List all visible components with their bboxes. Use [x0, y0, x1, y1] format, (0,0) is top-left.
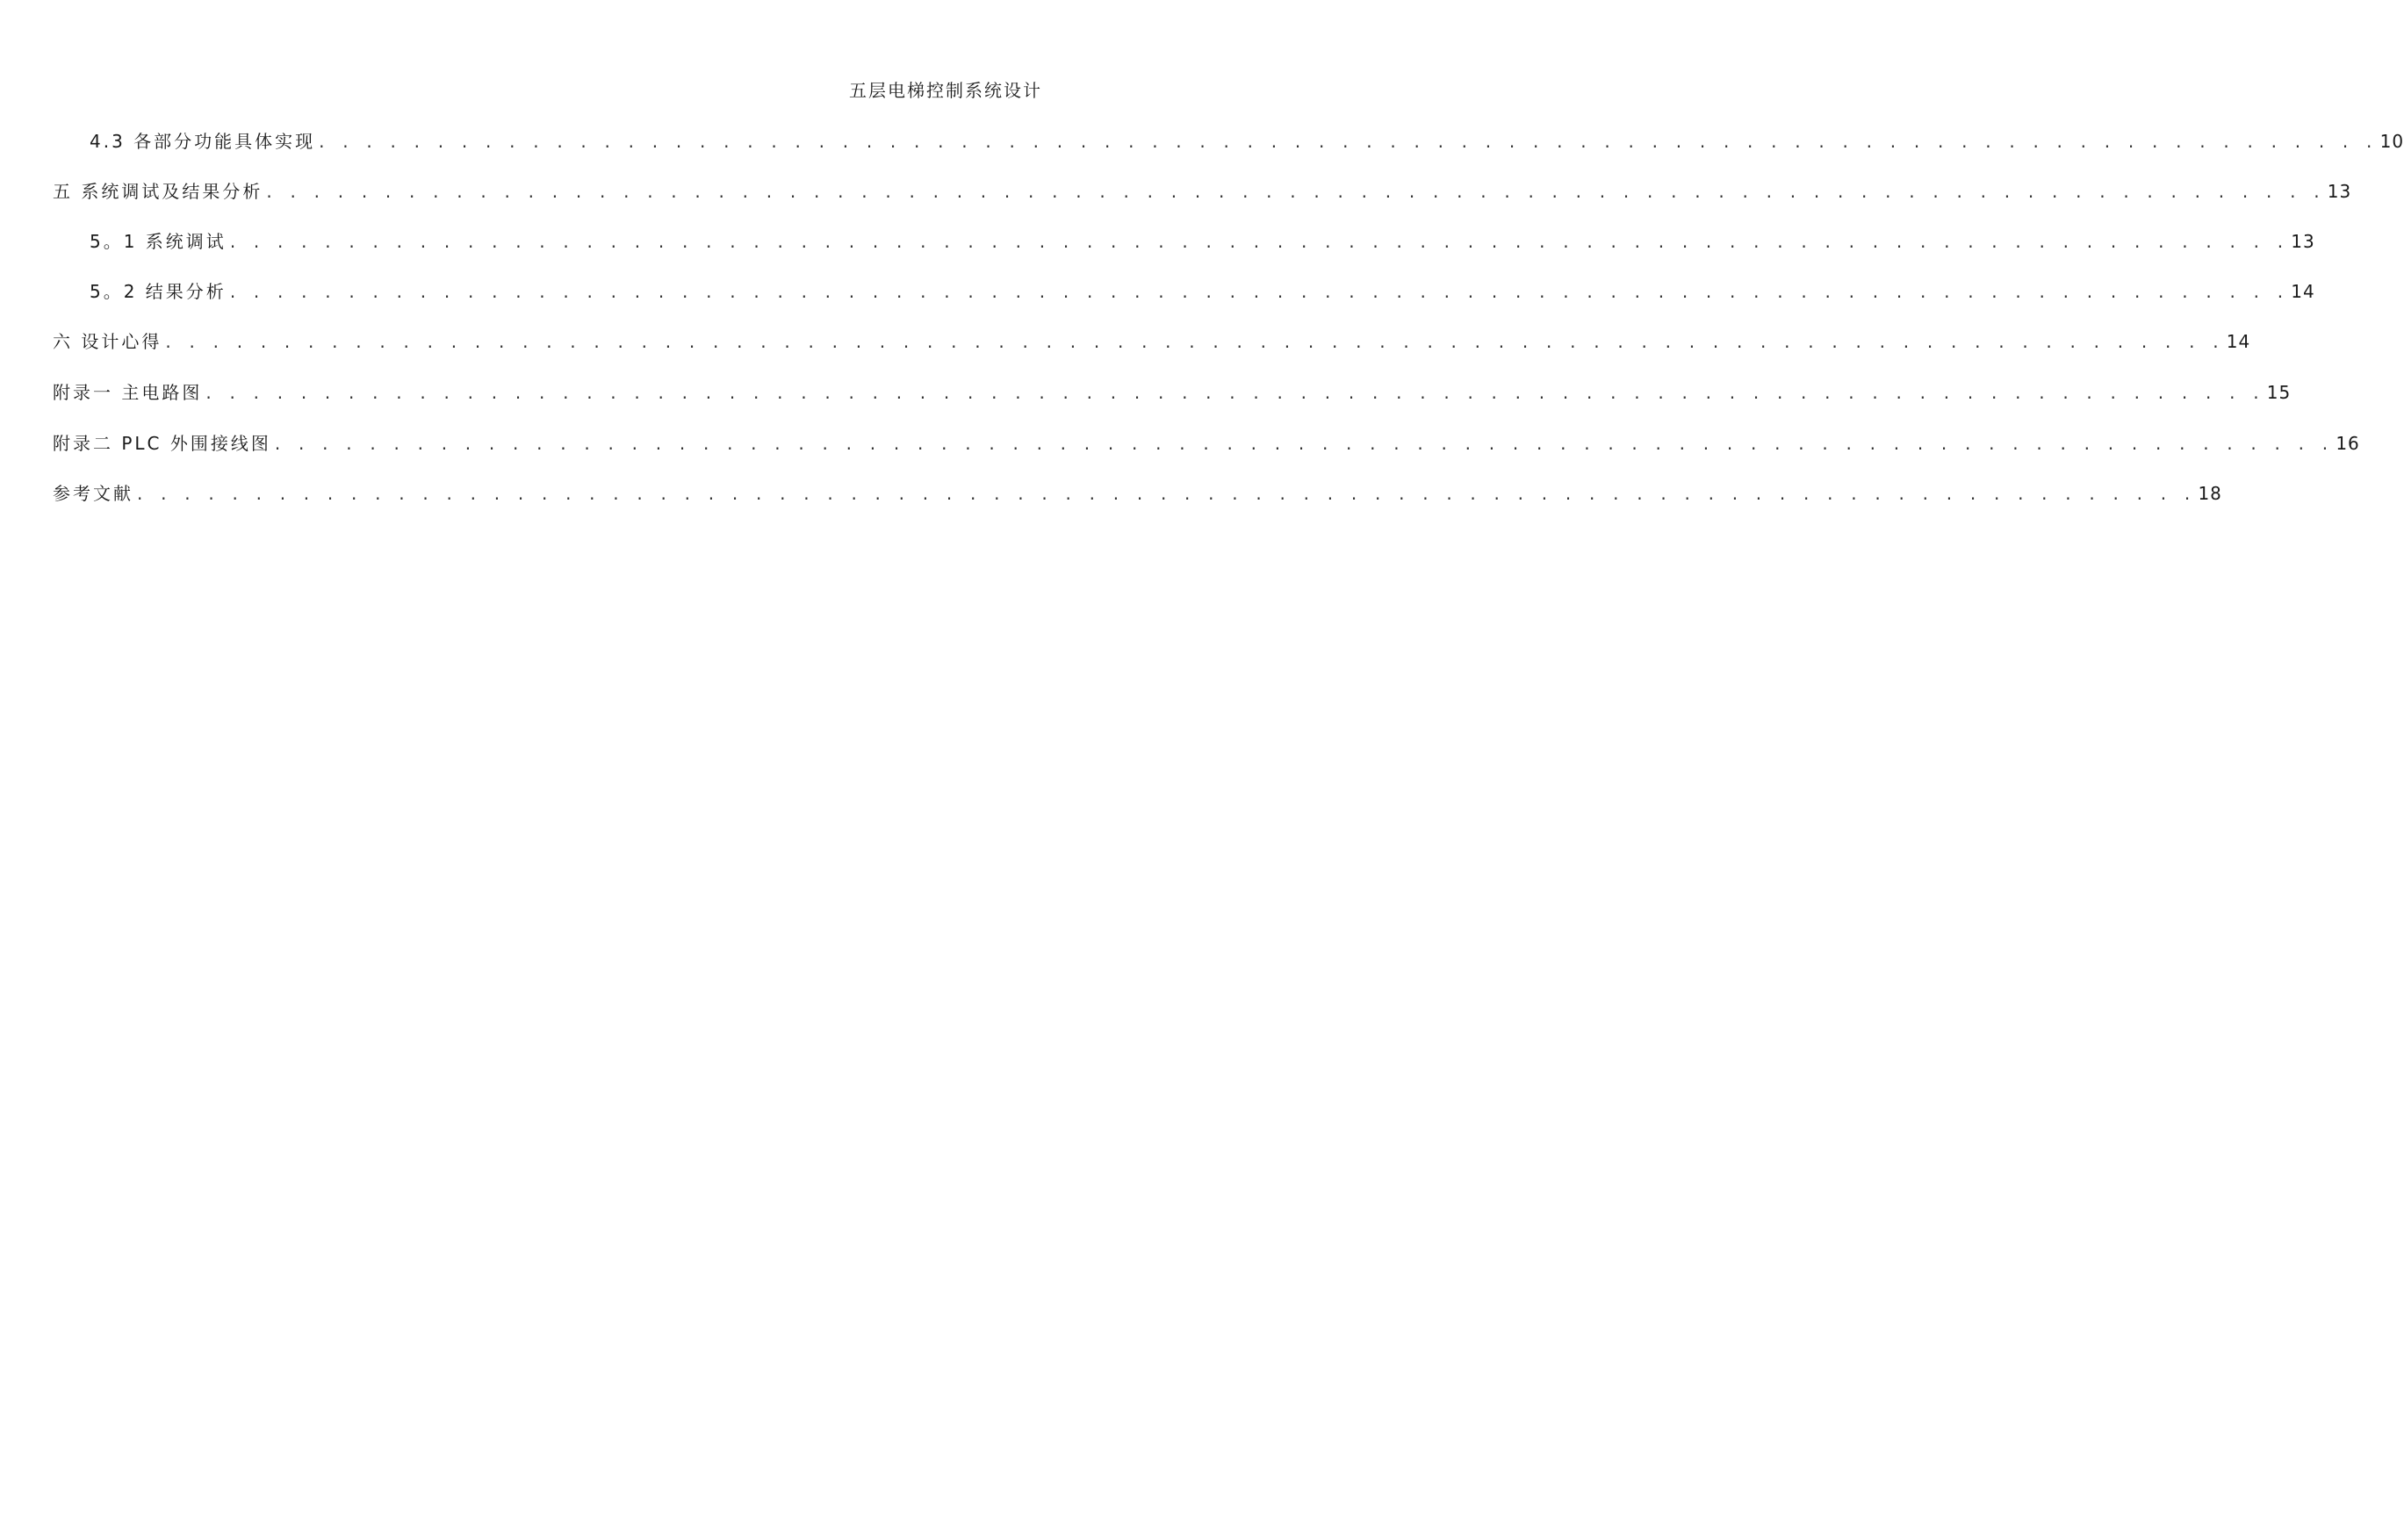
toc-page-number: 14 [2226, 331, 2251, 352]
toc-page-number: 13 [2327, 181, 2352, 202]
toc-entry[interactable] [53, 430, 2360, 457]
toc-page-number: 13 [2291, 231, 2315, 252]
toc-page-number: 16 [2336, 433, 2360, 454]
toc-dot-leader: . . . . . . . . . . . . . . . . . . . . . . . . . . . . . . . . . . . . . . . . . . . . . . . . . . . . . . . . . . . . . . . . . . . . . . . . . . . . . . . . . . . . . . . [229, 281, 2290, 302]
toc-entry-title: 附录二 PLC 外围接线图 [53, 433, 271, 454]
toc-entry[interactable] [90, 278, 2315, 305]
toc-entry[interactable] [53, 480, 2222, 507]
toc-entry-title: 六 设计心得 [53, 331, 162, 352]
toc-dot-leader: . . . . . . . . . . . . . . . . . . . . . . . . . . . . . . . . . . . . . . . . . . . . . . . . . . . . . . . . . . . . . . . . . . . . . . . . . . . . . . . . . . . . . . . [319, 131, 2379, 152]
toc-dot-leader: . . . . . . . . . . . . . . . . . . . . . . . . . . . . . . . . . . . . . . . . . . . . . . . . . . . . . . . . . . . . . . . . . . . . . . . . . . . . . . . . . . . . . . . [266, 181, 2326, 202]
toc-dot-leader: . . . . . . . . . . . . . . . . . . . . . . . . . . . . . . . . . . . . . . . . . . . . . . . . . . . . . . . . . . . . . . . . . . . . . . . . . . . . . . . . . . . . . . . [274, 433, 2335, 454]
toc-entry[interactable] [53, 178, 2352, 205]
toc-entry[interactable] [53, 379, 2292, 406]
toc-entry-title: 参考文献 [53, 483, 133, 504]
toc-page-number: 14 [2291, 281, 2315, 302]
toc-entry[interactable] [90, 128, 2404, 155]
toc-entry-title: 附录一 主电路图 [53, 382, 203, 403]
toc-entry[interactable] [90, 228, 2315, 255]
toc-dot-leader: . . . . . . . . . . . . . . . . . . . . . . . . . . . . . . . . . . . . . . . . . . . . . . . . . . . . . . . . . . . . . . . . . . . . . . . . . . . . . . . . . . . . . . . [229, 231, 2290, 252]
toc-page-number: 10 [2379, 131, 2404, 152]
toc-entry-title: 5。1 系统调试 [90, 231, 227, 252]
running-header: 五层电梯控制系统设计 [849, 80, 1042, 101]
toc-entry-title: 5。2 结果分析 [90, 281, 227, 302]
toc-entry-title: 五 系统调试及结果分析 [53, 181, 263, 202]
toc-page-number: 15 [2266, 382, 2292, 403]
toc-page-number: 18 [2198, 483, 2222, 504]
toc-dot-leader: . . . . . . . . . . . . . . . . . . . . . . . . . . . . . . . . . . . . . . . . . . . . . . . . . . . . . . . . . . . . . . . . . . . . . . . . . . . . . . . . . . . . . . . [165, 331, 2225, 352]
toc-entry[interactable] [53, 328, 2251, 355]
toc-entry-title: 4.3 各部分功能具体实现 [90, 131, 316, 152]
toc-dot-leader: . . . . . . . . . . . . . . . . . . . . . . . . . . . . . . . . . . . . . . . . . . . . . . . . . . . . . . . . . . . . . . . . . . . . . . . . . . . . . . . . . . . . . . . [205, 382, 2265, 403]
toc-dot-leader: . . . . . . . . . . . . . . . . . . . . . . . . . . . . . . . . . . . . . . . . . . . . . . . . . . . . . . . . . . . . . . . . . . . . . . . . . . . . . . . . . . . . . . . [137, 483, 2197, 504]
